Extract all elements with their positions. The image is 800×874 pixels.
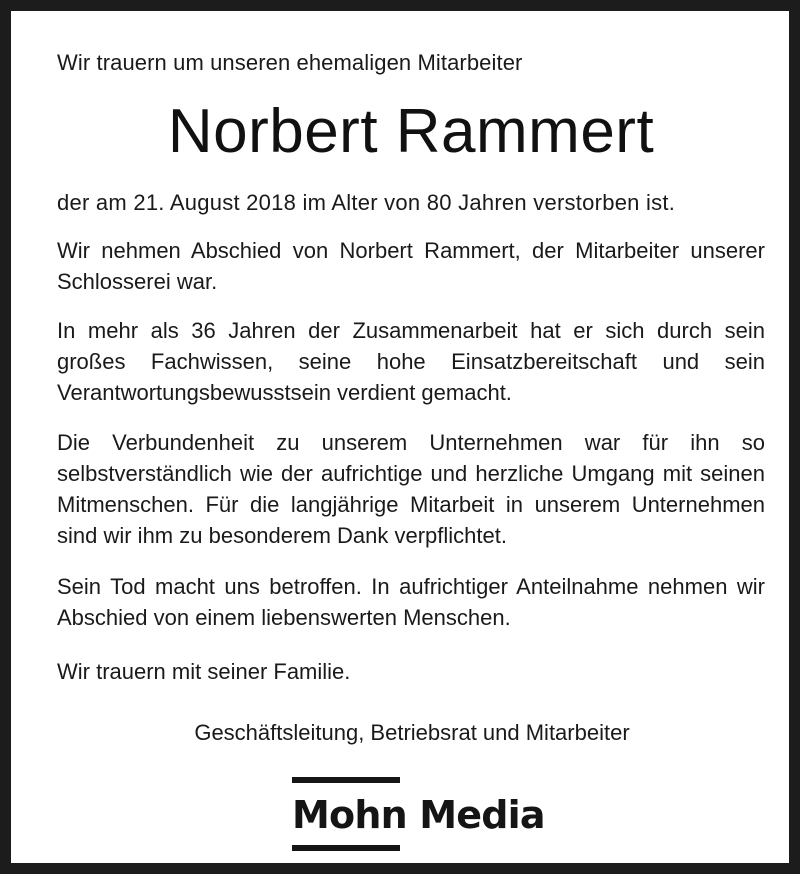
- paragraph-farewell: Wir nehmen Abschied von Norbert Rammert, der Mitarbeiter unserer Schlosserei war.: [57, 238, 765, 294]
- paragraph-gratitude: Die Verbundenheit zu unserem Unternehmen war für ihn so selbstverständlich wie der aufrichtige und herzliche Umgang mit seinen Mitmenschen. Für die langjährige Mitarbeit in unserem Unternehmen sind wir ihm zu besonderem Dank verpflichtet.: [57, 430, 765, 548]
- paragraph-family: Wir trauern mit seiner Familie.: [57, 659, 351, 684]
- logo-bottom-bar: [292, 845, 400, 851]
- company-logo: [292, 777, 545, 851]
- paragraph-service: In mehr als 36 Jahren der Zusammenarbeit hat er sich durch sein großes Fachwissen, seine hohe Einsatzbereitschaft und sein Verantwortungsbewusstsein verdient gemacht.: [57, 318, 765, 405]
- obituary-content: [57, 47, 765, 749]
- paragraph-sympathy: Sein Tod macht uns betroffen. In aufrichtiger Anteilnahme nehmen wir Abschied von einem liebenswerten Menschen.: [57, 574, 765, 630]
- intro-text: Wir trauern um unseren ehemaligen Mitarbeiter: [57, 50, 523, 75]
- signers-line: Geschäftsleitung, Betriebsrat und Mitarbeiter: [194, 720, 630, 745]
- deceased-name: Norbert Rammert: [167, 97, 655, 166]
- death-date-text: der am 21. August 2018 im Alter von 80 Jahren verstorben ist.: [57, 190, 676, 215]
- logo-top-bar: [292, 777, 400, 783]
- logo-wordmark: Mohn Media: [292, 793, 545, 837]
